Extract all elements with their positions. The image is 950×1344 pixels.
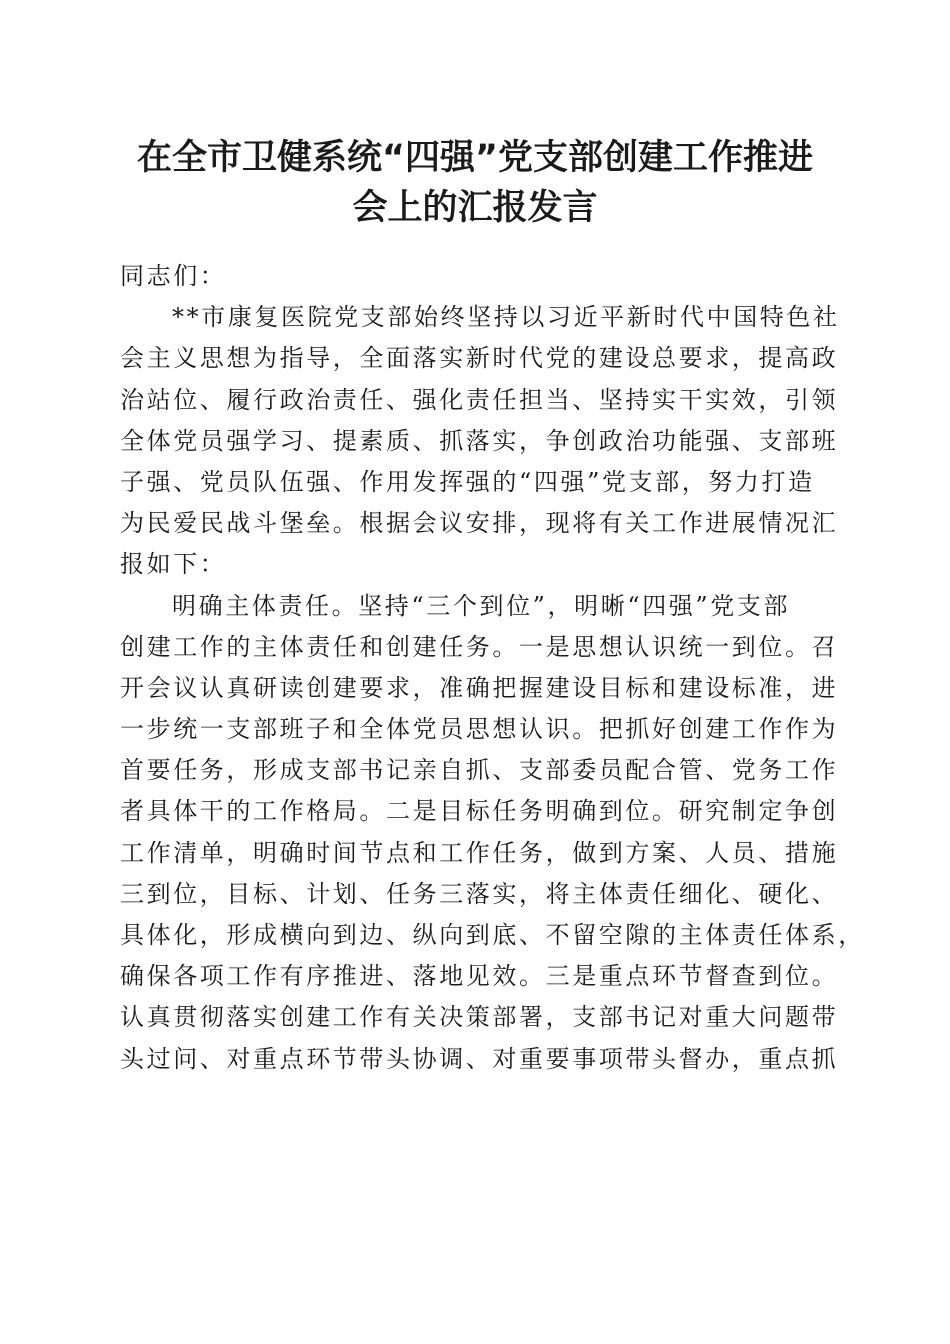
text-line: 报如下： [120,550,227,579]
title-line: 在全市卫健系统“四强”党支部创建工作推进 [136,138,813,178]
salutation: 同志们： [120,262,227,290]
document-body [120,256,865,1080]
text-line: 认真贯彻落实创建工作有关决策部署，支部书记对重大问题带 [120,1003,839,1032]
paragraph-1 [120,297,840,585]
text-line: 一步统一支部班子和全体党员思想认识。把抓好创建工作作为 [120,715,839,744]
text-line: 为民爱民战斗堡垒。根据会议安排，现将有关工作进展情况汇 [120,509,839,538]
document-title [100,133,850,233]
text-line: 全体党员强学习、提素质、抓落实，争创政治功能强、支部班 [120,426,839,455]
text-line: 子强、党员队伍强、作用发挥强的“四强”党支部，努力打造 [120,467,815,496]
text-line: **市康复医院党支部始终坚持以习近平新时代中国特色社 [172,303,840,332]
text-line: 头过问、对重点环节带头协调、对重要事项带头督办，重点抓 [120,1044,839,1073]
text-line: 确保各项工作有序推进、落地见效。三是重点环节督查到位。 [120,962,839,991]
title-line: 会上的汇报发言 [352,188,598,228]
text-line: 首要任务，形成支部书记亲自抓、支部委员配合管、党务工作 [120,756,839,785]
text-line: 明确主体责任。坚持“三个到位”，明晰“四强”党支部 [172,591,791,620]
text-line: 具体化，形成横向到边、纵向到底、不留空隙的主体责任体系， [120,921,865,949]
text-line: 三到位，目标、计划、任务三落实，将主体责任细化、硬化、 [120,879,839,908]
text-line: 者具体干的工作格局。二是目标任务明确到位。研究制定争创 [120,797,839,826]
text-line: 会主义思想为指导，全面落实新时代党的建设总要求，提高政 [120,344,839,373]
text-line: 开会议认真研读创建要求，准确把握建设目标和建设标准，进 [120,673,839,702]
paragraph-2 [120,586,865,1080]
text-line: 创建工作的主体责任和创建任务。一是思想认识统一到位。召 [120,632,839,661]
text-line: 治站位、履行政治责任、强化责任担当、坚持实干实效，引领 [120,385,839,414]
text-line: 工作清单，明确时间节点和工作任务，做到方案、人员、措施 [120,838,839,867]
